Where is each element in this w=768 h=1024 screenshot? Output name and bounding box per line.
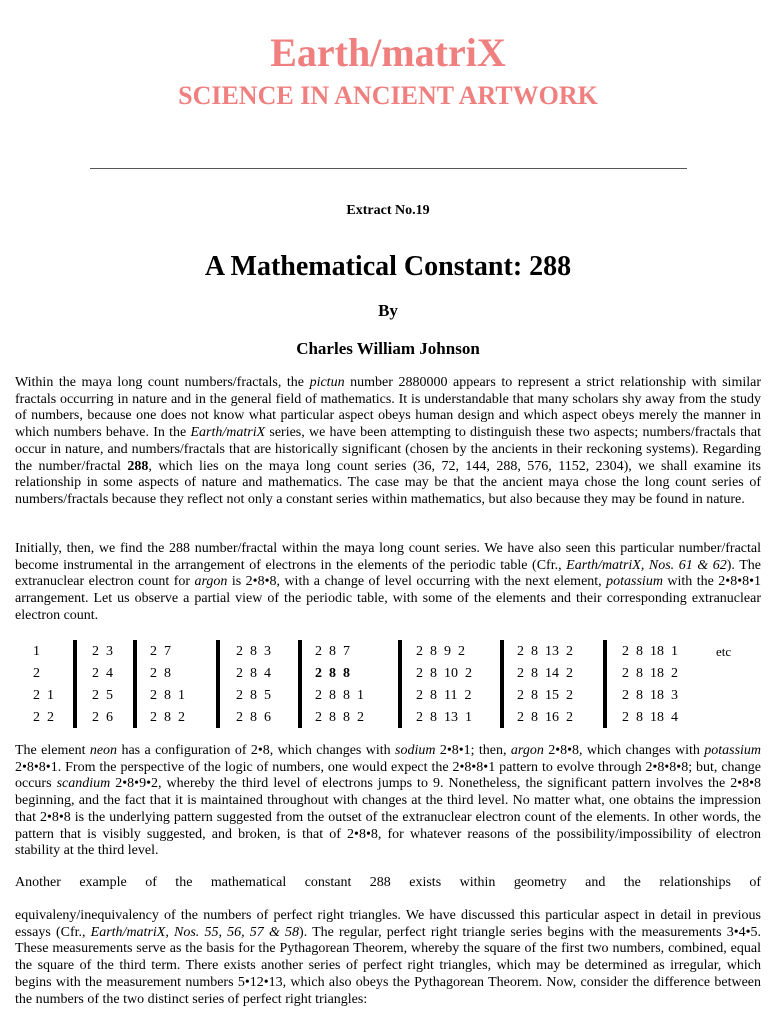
electron-config-cell: 2 8 6 — [236, 710, 271, 725]
text-run: Another example of the mathematical constant 288 exists within geometry and the relationships of — [15, 875, 761, 890]
emphasis-text: potassium — [704, 743, 762, 758]
paragraph-periodic-table — [15, 541, 761, 625]
electron-config-cell: 2 8 7 — [315, 644, 350, 659]
electron-config-cell: 2 8 10 2 — [416, 666, 472, 681]
electron-config-cell: 2 8 13 2 — [517, 644, 573, 659]
text-run: 2•8•9•2, whereby the third level of electrons jumps to 9. Nonetheless, the significant pattern involves the 2•8•8 beginning, and the fact that it is maintained throughout with changes at the third level. No matter what, one obtains the impression that 2•8•8 is the underlying pattern suggested from the outset of the extranuclear electron count of the elements. In other words, the pattern that is visibly suggested, and broken, is that of 2•8•8, for whatever reasons of the possibility/impossibility of electron stability at the third level. — [15, 776, 762, 859]
header-divider — [90, 168, 687, 169]
author-name: Charles William Johnson — [296, 339, 480, 358]
text-run: has a configuration of 2•8, which changes with — [117, 743, 396, 758]
electron-config-cell: 2 8 14 2 — [517, 666, 573, 681]
electron-config-cell: 2 7 — [150, 644, 171, 659]
electron-config-cell: 2 8 18 4 — [622, 710, 678, 725]
column-divider — [500, 640, 504, 728]
paragraph-electron-pattern — [15, 743, 761, 860]
electron-config-cell: 2 8 2 — [150, 710, 185, 725]
electron-config-cell: 2 8 5 — [236, 688, 271, 703]
emphasis-text: Earth/matriX — [190, 425, 266, 441]
emphasis-text: argon — [194, 574, 228, 590]
column-divider — [216, 640, 220, 728]
electron-config-cell: 2 8 15 2 — [517, 688, 573, 703]
column-divider — [73, 640, 77, 728]
electron-config-cell: 2 8 8 2 — [315, 710, 364, 725]
electron-config-cell: 1 — [33, 644, 40, 659]
electron-config-cell: 2 8 8 — [315, 666, 350, 681]
text-run: The element — [15, 743, 90, 758]
extract-number: Extract No.19 — [346, 203, 430, 218]
column-divider — [133, 640, 137, 728]
column-divider — [398, 640, 402, 728]
text-run: series, we have been attempting to distinguish these two aspects; numbers/fractals that occur in nature, and numbers/fractals that are historically significant (chosen by the ancients in their reckoning systems). Regarding the number/fractal — [15, 425, 761, 474]
text-run: 2•8•8, which changes with — [543, 743, 705, 758]
electron-config-cell: 2 8 9 2 — [416, 644, 465, 659]
strong-text: 288 — [127, 458, 149, 474]
text-run: ). The extranuclear electron count for — [15, 557, 761, 590]
emphasis-text: pictun — [309, 375, 345, 390]
text-run: 2•8•1; then, — [435, 743, 511, 758]
electron-config-cell: 2 2 — [33, 710, 54, 725]
site-title: Earth/matriX — [270, 30, 506, 75]
article-title: A Mathematical Constant: 288 — [204, 251, 572, 282]
emphasis-text: sodium — [395, 743, 436, 758]
electron-count-table — [0, 638, 768, 730]
electron-config-cell: 2 8 13 1 — [416, 710, 472, 725]
electron-config-cell: 2 8 — [150, 666, 171, 681]
electron-config-cell: 2 5 — [92, 688, 113, 703]
emphasis-text: Earth/matriX, Nos. 55, 56, 57 & 58 — [90, 924, 300, 940]
byline-label: By — [378, 301, 398, 320]
electron-config-cell: 2 8 4 — [236, 666, 271, 681]
electron-config-cell: 2 8 3 — [236, 644, 271, 659]
text-run: 2•8•8•1. From the perspective of the logic of numbers, one would expect the 2•8•8•1 pattern to evolve through 2•8•8•8; but, change occurs — [15, 759, 761, 792]
site-subtitle: SCIENCE IN ANCIENT ARTWORK — [178, 81, 598, 110]
text-run: number 2880000 appears to represent a strict relationship with similar fractals occurring in nature and in the general field of mathematics. It is understandable that many scholars shy away from the study of numbers, because one does not know what particular aspect obeys human design and which aspect obeys merely the manner in which numbers behave. In the — [15, 375, 761, 441]
electron-config-cell: 2 1 — [33, 688, 54, 703]
emphasis-text: argon — [510, 743, 544, 758]
emphasis-text: scandium — [56, 776, 111, 792]
electron-config-cell: 2 8 16 2 — [517, 710, 573, 725]
text-run: Initially, then, we find the 288 number/fractal within the maya long count series. We have also seen this particular number/fractal become instrumental in the arrangement of electrons in the elements of the periodic table (Cfr., — [15, 541, 761, 573]
column-divider — [298, 640, 302, 728]
electron-config-cell: 2 — [33, 666, 40, 681]
text-run: equivaleny/inequivalency of the numbers of perfect right triangles. We have discussed this particular aspect in detail in previous essays (Cfr., — [15, 908, 761, 940]
emphasis-text: Earth/matriX, Nos. 61 & 62 — [566, 557, 727, 573]
electron-config-cell: 2 4 — [92, 666, 113, 681]
text-run: , which lies on the maya long count series (36, 72, 144, 288, 576, 1152, 2304), we shall examine its relationship in some aspects of nature and mathematics. The case may be that the ancient maya chose the long count series of numbers/fractals because they reflect not only a constant series within mathematics, but also because they may be found in nature. — [15, 458, 761, 507]
electron-config-cell: 2 8 18 1 — [622, 644, 678, 659]
electron-config-cell: 2 3 — [92, 644, 113, 659]
table-etc-label: etc — [716, 644, 732, 659]
column-divider — [603, 640, 607, 728]
text-run: with the 2•8•8•1 arrangement. Let us observe a partial view of the periodic table, with some of the elements and their corresponding extranuclear electron count. — [15, 574, 761, 623]
electron-config-cell: 2 8 18 3 — [622, 688, 678, 703]
electron-config-cell: 2 8 1 — [150, 688, 185, 703]
text-run: is 2•8•8, with a change of level occurring with the next element, — [227, 574, 607, 590]
paragraph-right-triangles — [15, 908, 761, 1008]
text-run: ). The regular, perfect right triangle series begins with the measurements 3•4•5. These measurements serve as the basis for the Pythagorean Theorem, whereby the square of the first two numbers, combined, equal the square of the third term. There exists another series of perfect right triangles, which may be determined as irregular, which begins with the measurement numbers 5•12•13, which also obeys the Pythagorean Theorem. Now, consider the difference between the numbers of the two distinct series of perfect right triangles: — [15, 924, 761, 1007]
electron-config-cell: 2 8 11 2 — [416, 688, 472, 703]
paragraph-geometry-intro — [15, 875, 761, 892]
electron-config-cell: 2 8 8 1 — [315, 688, 364, 703]
emphasis-text: potassium — [606, 574, 663, 590]
electron-config-cell: 2 6 — [92, 710, 113, 725]
text-run: Within the maya long count numbers/fractals, the — [15, 375, 310, 390]
emphasis-text: neon — [89, 743, 118, 758]
electron-config-cell: 2 8 18 2 — [622, 666, 678, 681]
paragraph-intro — [15, 375, 761, 509]
